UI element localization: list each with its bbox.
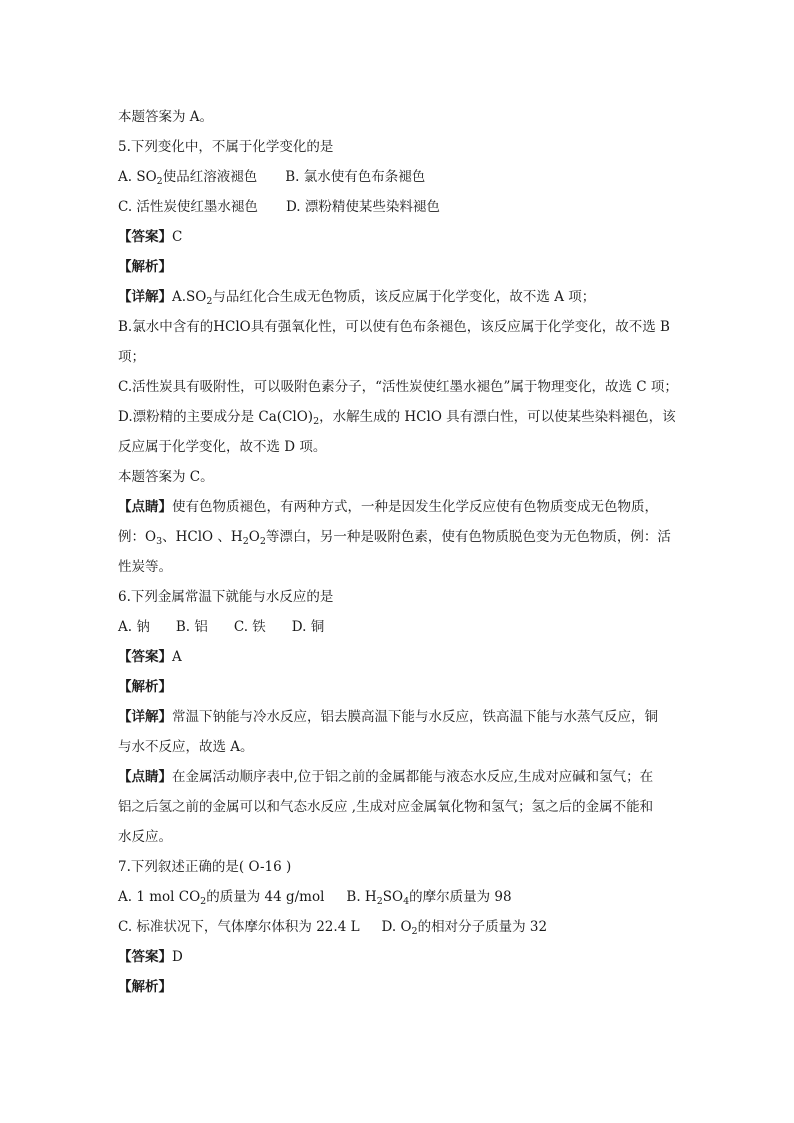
detail-line: 【详解】常温下钠能与冷水反应，铝去膜高温下能与水反应，铁高温下能与水蒸气反应，铜 bbox=[118, 709, 658, 725]
answer-value: D bbox=[172, 949, 183, 965]
question-7-options-ab bbox=[118, 882, 686, 912]
answer-line bbox=[118, 942, 686, 972]
option-d: D. 铜 bbox=[291, 619, 325, 635]
tip-line: 性炭等。 bbox=[118, 559, 172, 575]
question-6-options bbox=[118, 612, 686, 642]
analysis-tag: 【解析】 bbox=[118, 259, 172, 275]
question-5-options-cd bbox=[118, 192, 686, 222]
option-c: C. 铁 bbox=[233, 619, 266, 635]
question-5 bbox=[118, 132, 686, 162]
option-d: D. 漂粉精使某些染料褪色 bbox=[285, 199, 440, 215]
question-7 bbox=[118, 852, 686, 882]
option-b: B. 氯水使有色布条褪色 bbox=[285, 169, 426, 185]
question-text: 6.下列金属常温下就能与水反应的是 bbox=[118, 589, 334, 605]
answer-statement: 本题答案为 C。 bbox=[118, 469, 214, 485]
question-5-options-ab bbox=[118, 162, 686, 192]
option-a: A. $SO_2$使品红溶液褪色 bbox=[118, 169, 258, 187]
tip-line: 【点睛】使有色物质褪色，有两种方式，一种是因发生化学反应使有色物质变成无色物质， bbox=[118, 499, 658, 515]
detail-line: C.活性炭具有吸附性，可以吸附色素分子，“活性炭使红墨水褪色”属于物理变化，故选 C 项； bbox=[118, 379, 678, 395]
answer-statement: 本题答案为 A。 bbox=[118, 109, 214, 125]
detail-tag: 【详解】 bbox=[118, 709, 172, 725]
detail-line: B.氯水中含有的HClO具有强氧化性，可以使有色布条褪色，该反应属于化学变化，故不选 B bbox=[118, 319, 670, 335]
tip-line: 【点睛】在金属活动顺序表中,位于铝之前的金属都能与液态水反应,生成对应碱和氢气；在 bbox=[118, 769, 654, 785]
detail-line: D.漂粉精的主要成分是 $Ca(ClO)_2$，水解生成的 HClO 具有漂白性，可以使某些染料褪色，该 bbox=[118, 409, 676, 427]
detail-line: 反应属于化学变化，故不选 D 项。 bbox=[118, 439, 327, 455]
option-d: D. $O_2$的相对分子质量为 32 bbox=[381, 919, 548, 937]
detail-line: 与水不反应，故选 A。 bbox=[118, 739, 254, 755]
option-b: B. 铝 bbox=[175, 619, 208, 635]
tip-line: 水反应。 bbox=[118, 829, 172, 845]
tip-tag: 【点睛】 bbox=[118, 499, 172, 515]
option-c: C. 活性炭使红墨水褪色 bbox=[118, 199, 258, 215]
answer-tag: 【答案】 bbox=[118, 949, 172, 965]
answer-line bbox=[118, 222, 686, 252]
analysis-tag: 【解析】 bbox=[118, 679, 172, 695]
question-text: 7.下列叙述正确的是( O-16 ) bbox=[118, 859, 292, 875]
tip-line: 例：$O_3$、HClO 、$H_2O_2$等漂白，另一种是吸附色素，使有色物质脱色变为无色物质，例：活 bbox=[118, 529, 671, 547]
detail-line: 项； bbox=[118, 349, 145, 365]
document-content bbox=[118, 102, 686, 1002]
question-text: 5.下列变化中，不属于化学变化的是 bbox=[118, 139, 334, 155]
tip-tag: 【点睛】 bbox=[118, 769, 172, 785]
detail-tag: 【详解】 bbox=[118, 289, 172, 305]
text-line bbox=[118, 102, 686, 132]
detail-line: 【详解】$A.SO_2$与品红化合生成无色物质，该反应属于化学变化，故不选 A 项； bbox=[118, 289, 596, 307]
option-a: A. 钠 bbox=[118, 619, 150, 635]
answer-line bbox=[118, 642, 686, 672]
question-6 bbox=[118, 582, 686, 612]
option-a: A. 1 mol $CO_2$的质量为 44 g/mol bbox=[118, 889, 325, 907]
tip-line: 铝之后氢之前的金属可以和气态水反应 ,生成对应金属氧化物和氢气；氢之后的金属不能和 bbox=[118, 799, 654, 815]
answer-value: A bbox=[172, 649, 182, 665]
answer-value: C bbox=[172, 229, 183, 245]
analysis-tag: 【解析】 bbox=[118, 979, 172, 995]
option-b: B. $H_2SO_4$的摩尔质量为 98 bbox=[346, 889, 512, 907]
question-7-options-cd bbox=[118, 912, 686, 942]
answer-tag: 【答案】 bbox=[118, 649, 172, 665]
answer-tag: 【答案】 bbox=[118, 229, 172, 245]
option-c: C. 标准状况下，气体摩尔体积为 22.4 L bbox=[118, 919, 360, 935]
